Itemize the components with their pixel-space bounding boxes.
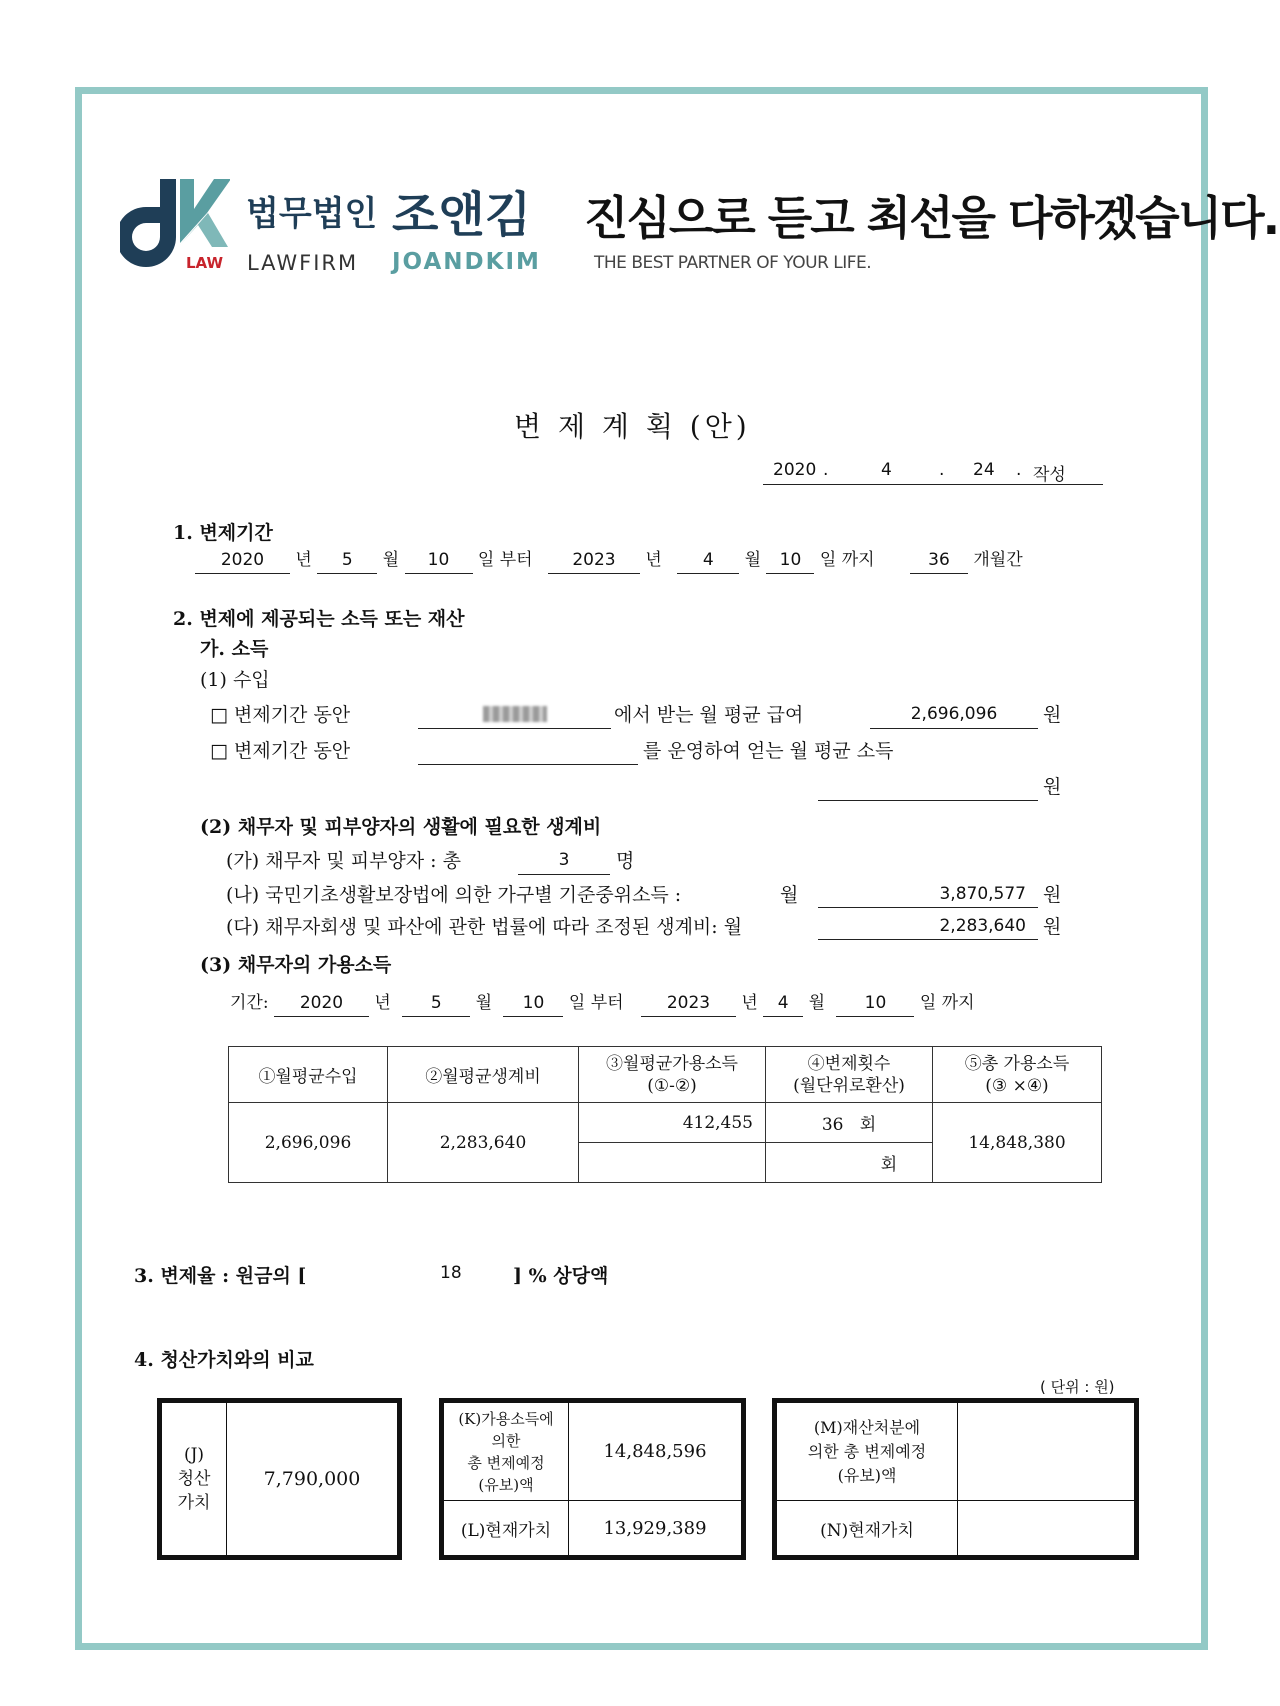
unit-note: ( 단위 : 원) (1040, 1378, 1115, 1396)
business-name-field (418, 736, 638, 765)
months-suffix: 개월간 (973, 550, 1023, 570)
wol-label: 월 (808, 993, 826, 1013)
empty-count-cell (766, 1143, 933, 1183)
from-year: 2020 (195, 547, 290, 574)
j-value: 7,790,000 (227, 1403, 398, 1556)
m-value (958, 1403, 1135, 1501)
sub-living-cost: (2) 채무자 및 피부양자의 생활에 필요한 생계비 (200, 816, 602, 838)
won-unit: 원 (1043, 916, 1062, 938)
j-label: (J) 청산 가치 (162, 1403, 227, 1556)
section2-heading: 2. 변제에 제공되는 소득 또는 재산 (173, 608, 465, 630)
firm-type-en: LAWFIRM (247, 251, 359, 275)
firm-name-en: JOANDKIM (392, 249, 541, 275)
logo-law-text: LAW (186, 254, 224, 272)
l-label: (L)현재가치 (444, 1501, 569, 1556)
wol-label: 월 (475, 993, 493, 1013)
p-to-day: 10 (836, 990, 914, 1017)
business-income-field (818, 772, 1038, 801)
hoe-label: 회 (880, 1155, 898, 1175)
nyeon-label: 년 (645, 550, 662, 570)
n-label: (N)현재가치 (777, 1501, 958, 1556)
firm-name-ko: 조앤김 (392, 187, 532, 243)
kkaji-label: 일 까지 (819, 550, 875, 570)
sub-revenue: (1) 수입 (200, 669, 270, 691)
kkaji-label: 일 까지 (919, 993, 975, 1013)
wol-label: 월 (382, 550, 400, 570)
p-from-month: 5 (402, 990, 470, 1017)
business-row-label: □ 변제기간 동안 (210, 740, 351, 762)
nyeon-label: 년 (295, 550, 312, 570)
to-month: 4 (677, 547, 739, 574)
date-month: 4 (881, 460, 892, 480)
tagline: THE BEST PARTNER OF YOUR LIFE. (594, 253, 872, 273)
n-value (958, 1501, 1135, 1556)
median-income-label: (나) 국민기초생활보장법에 의한 가구별 기준중위소득 : (226, 884, 682, 906)
p-from-day: 10 (503, 990, 563, 1017)
table-header: ③월평균가용소득 (①-②) (579, 1047, 766, 1103)
p-to-year: 2023 (641, 990, 736, 1017)
available-income-repayment-box (439, 1398, 746, 1560)
table-header: ④변제횟수 (월단위로환산) (766, 1047, 933, 1103)
liquidation-value-box (157, 1398, 402, 1560)
period-label: 기간: (230, 993, 269, 1013)
page-title: 변 제 계 획 (안) (514, 410, 751, 443)
section4-heading: 4. 청산가치와의 비교 (134, 1349, 314, 1371)
to-day: 10 (766, 547, 814, 574)
empty-cell (579, 1143, 766, 1183)
months-count: 36 (910, 547, 968, 574)
p-to-month: 4 (763, 990, 803, 1017)
section3-heading: 3. 변제율 : 원금의 [ (134, 1265, 307, 1287)
slogan: 진심으로 듣고 최선을 다하겠습니다. (584, 191, 1279, 245)
date-year: 2020 (773, 460, 817, 480)
dependents-unit: 명 (616, 850, 635, 872)
adjusted-living-label: (다) 채무자회생 및 파산에 관한 법률에 따라 조정된 생계비: 월 (226, 916, 743, 938)
m-label: (M)재산처분에 의한 총 변제예정 (유보)액 (777, 1403, 958, 1501)
date-day: 24 (973, 460, 995, 480)
buteo-label: 일 부터 (568, 993, 624, 1013)
k-value: 14,848,596 (569, 1403, 742, 1501)
date-dot: . (939, 460, 945, 480)
nyeon-label: 년 (374, 993, 391, 1013)
date-dot: . (1016, 460, 1022, 480)
from-day: 10 (405, 547, 473, 574)
wol-label: 월 (744, 550, 762, 570)
date-suffix: 작성 (1033, 465, 1066, 485)
monthly-salary: 2,696,096 (870, 700, 1038, 729)
from-month: 5 (317, 547, 377, 574)
total-available-cell: 14,848,380 (933, 1103, 1102, 1183)
salary-row-mid: 에서 받는 월 평균 급여 (614, 704, 804, 726)
available-period (230, 988, 975, 1017)
monthly-available-cell: 412,455 (579, 1103, 766, 1143)
hoe-label: 회 (859, 1115, 877, 1135)
l-value: 13,929,389 (569, 1501, 742, 1556)
redacted-text (483, 706, 547, 722)
won-unit: 원 (1043, 704, 1062, 726)
monthly-living-cell: 2,283,640 (388, 1103, 579, 1183)
dependents-count: 3 (518, 846, 610, 875)
firm-type-ko: 법무법인 (246, 194, 378, 234)
repayment-count-cell (766, 1103, 933, 1143)
table-header: ②월평균생계비 (388, 1047, 579, 1103)
sub-income: 가. 소득 (200, 638, 269, 660)
business-row-mid: 를 운영하여 얻는 월 평균 소득 (643, 740, 894, 762)
monthly-income-cell: 2,696,096 (229, 1103, 388, 1183)
dependents-label: (가) 채무자 및 피부양자 : 총 (226, 850, 461, 872)
median-income-wol: 월 (780, 884, 799, 906)
asset-disposal-box (772, 1398, 1139, 1560)
date-line (763, 458, 1103, 485)
sub-available-income: (3) 채무자의 가용소득 (200, 954, 392, 976)
table-header: ⑤총 가용소득 (③ ×④) (933, 1047, 1102, 1103)
repayment-period (195, 545, 1023, 574)
section1-heading: 1. 변제기간 (173, 522, 273, 544)
section3-tail: ] % 상당액 (513, 1265, 609, 1287)
adjusted-living-value: 2,283,640 (818, 912, 1038, 940)
available-income-table (228, 1046, 1102, 1183)
repayment-rate: 18 (440, 1263, 462, 1283)
p-from-year: 2020 (274, 990, 369, 1017)
buteo-label: 일 부터 (477, 550, 533, 570)
nyeon-label: 년 (741, 993, 758, 1013)
k-label: (K)가용소득에 의한 총 변제예정 (유보)액 (444, 1403, 569, 1501)
to-year: 2023 (548, 547, 640, 574)
table-header: ①월평균수입 (229, 1047, 388, 1103)
salary-row-label: □ 변제기간 동안 (210, 704, 351, 726)
date-dot: . (823, 460, 829, 480)
repayment-count: 36 (821, 1115, 844, 1135)
won-unit: 원 (1043, 884, 1062, 906)
median-income-value: 3,870,577 (818, 880, 1038, 908)
won-unit: 원 (1043, 776, 1062, 798)
employer-name-redacted (418, 700, 611, 729)
